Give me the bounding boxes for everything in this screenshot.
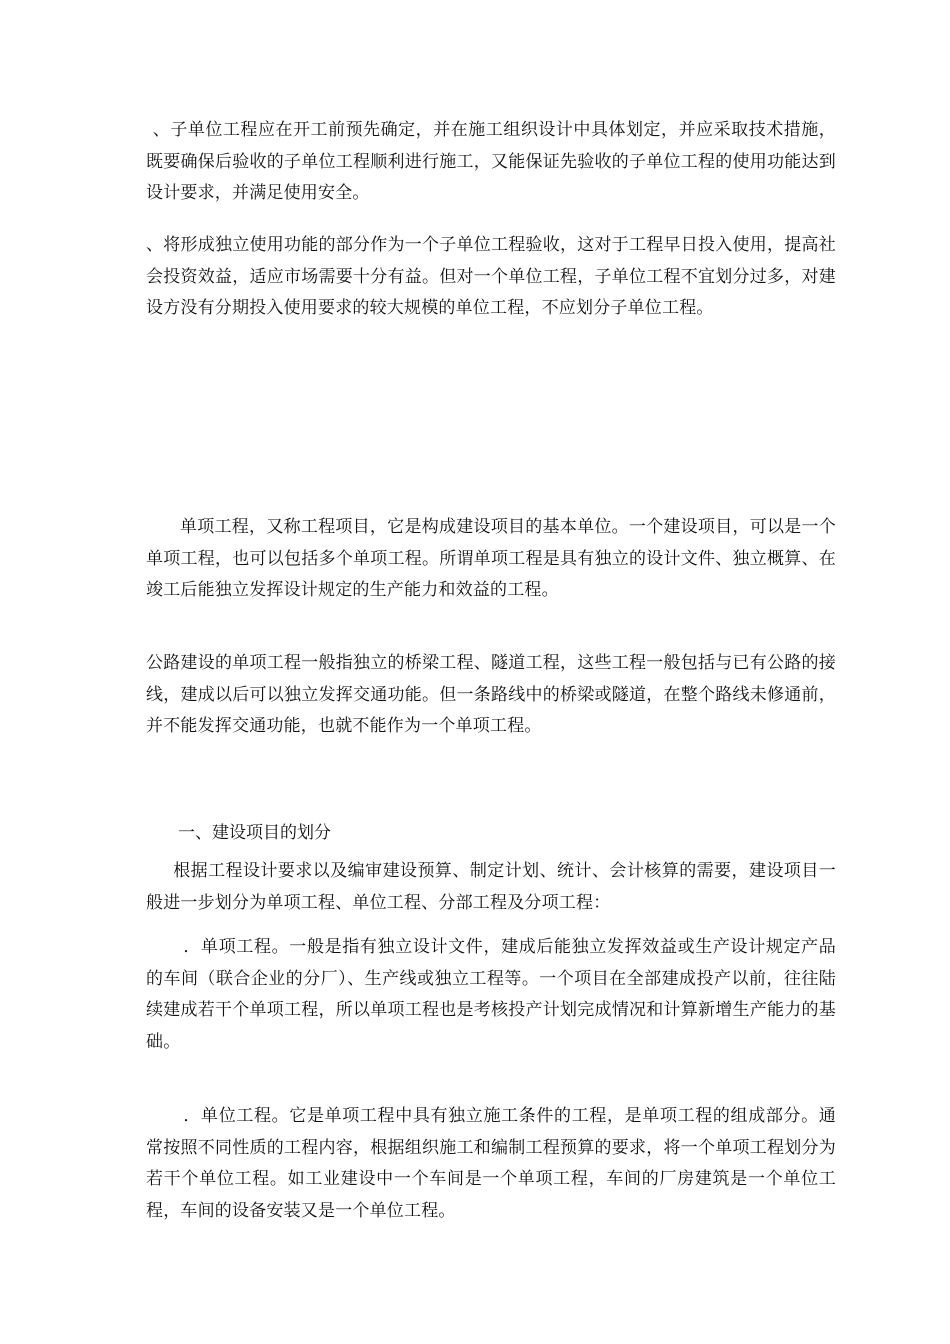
section-heading: 一、建设项目的划分 (178, 823, 331, 843)
paragraph-single-project-item: ．单项工程。一般是指有独立设计文件，建成后能独立发挥效益或生产设计规定产品的车间（联合企业的分厂）、生产线或独立工程等。一个项目在全部建成投产以前，往往陆续建成若干个单项工程，所以单项工程也是考核投产计划完成情况和计算新增生产能力的基础。 (146, 937, 836, 1052)
paragraph-sub-unit-determination: 、子单位工程应在开工前预先确定，并在施工组织设计中具体划定，并应采取技术措施，既要确保后验收的子单位工程顺利进行施工，又能保证先验收的子单位工程的使用功能达到设计要求，并满足使用安全。 (146, 120, 836, 203)
paragraph-highway-single-project: 公路建设的单项工程一般指独立的桥梁工程、隧道工程，这些工程一般包括与已有公路的接线，建成以后可以独立发挥交通功能。但一条路线中的桥梁或隧道，在整个路线未修通前，并不能发挥交通功能，也就不能作为一个单项工程。 (146, 653, 836, 736)
paragraph-sub-unit-acceptance: 、将形成独立使用功能的部分作为一个子单位工程验收，这对于工程早日投入使用，提高社会投资效益，适应市场需要十分有益。但对一个单位工程，子单位工程不宜划分过多，对建设方没有分期投入使用要求的较大规模的单位工程，不应划分子单位工程。 (146, 235, 836, 318)
paragraph-single-project-definition: 单项工程，又称工程项目，它是构成建设项目的基本单位。一个建设项目，可以是一个单项工程，也可以包括多个单项工程。所谓单项工程是具有独立的设计文件、独立概算、在竣工后能独立发挥设计规定的生产能力和效益的工程。 (146, 517, 836, 600)
paragraph-project-division-intro: 根据工程设计要求以及编审建设预算、制定计划、统计、会计核算的需要，建设项目一般进一步划分为单项工程、单位工程、分部工程及分项工程： (146, 861, 836, 913)
paragraph-unit-project-item: ．单位工程。它是单项工程中具有独立施工条件的工程，是单项工程的组成部分。通常按照不同性质的工程内容，根据组织施工和编制工程预算的要求，将一个单项工程划分为若干个单位工程。如工业建设中一个车间是一个单项工程，车间的厂房建筑是一个单位工程，车间的设备安装又是一个单位工程。 (146, 1106, 836, 1221)
